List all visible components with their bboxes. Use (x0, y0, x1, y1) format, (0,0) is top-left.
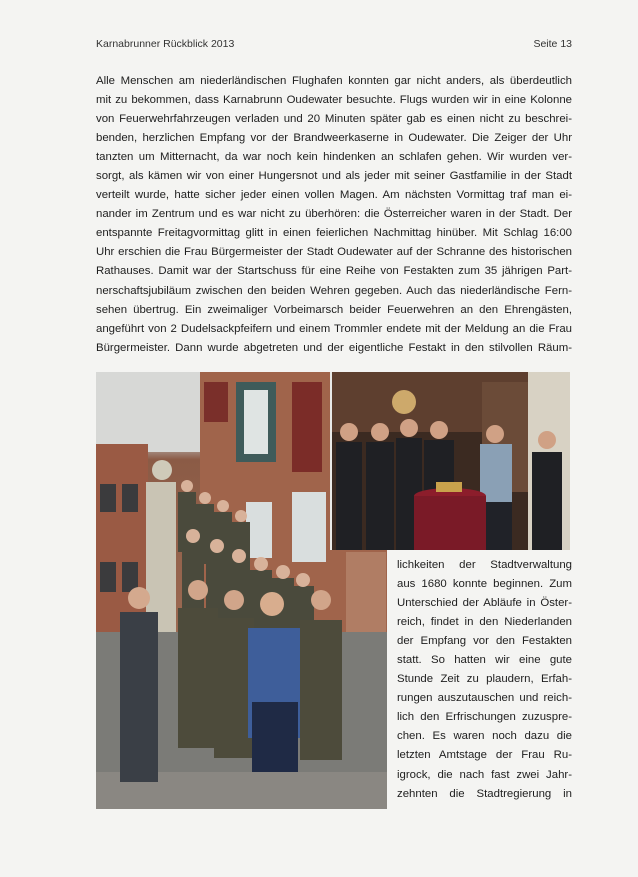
body-line: mit zu bekommen, dass Karnabrunn Oudewater besuchte. Flugs wurden wir in eine Kolonne (96, 94, 572, 107)
body-line: entspannte Freitagvormittag glitt in einen feierlichen Nachmittag hinüber. Mit Schlag 16:00 (96, 227, 572, 240)
body-line: Alle Menschen am niederländischen Flughafen konnten gar nicht anders, als überdeutlich (96, 75, 572, 87)
side-line: letzten Amtstage der Frau Ru- (397, 749, 572, 762)
body-line: nander im Zentrum und es war nicht zu überhören: die Österreicher waren in der Stadt. Der (96, 208, 572, 221)
side-line: chen. Es waren noch dazu die (397, 730, 572, 743)
body-line: tanzten um Mitternacht, da war noch kein hindenken an schlafen gehen. Wir wurden ver- (96, 151, 572, 164)
body-line: von Feuerwehrfahrzeugen verladen und 20 Minuten später gab es einen nicht zu beschrei- (96, 113, 572, 126)
body-line: nerschaftsjubiläum zwischen den beiden Wehren gegeben. Auch das niederländische Fern- (96, 284, 572, 297)
side-line: Stunde Zeit zu plaudern, Erfah- (397, 673, 572, 686)
body-line: Rathauses. Damit war der Startschuss für eine Reihe von Festakten zum 35 jährigen Part- (96, 265, 572, 278)
body-line: benden, herzlichen Empfang vor der Brandweerkaserne in Oudewater. Die Zeiger der Uhr (96, 132, 572, 145)
body-line: sehen übertrug. Ein zweimaliger Vorbeimarsch beider Feuerwehren an den Ehrengästen, (96, 303, 572, 316)
side-line: Unterschied der Abläufe in Öster- (397, 597, 572, 610)
side-line: statt. So hatten wir eine gute (397, 654, 572, 667)
body-line: verteilt wurde, hatte sicher jeder einen vollen Magen. Am nächsten Vormittag traf man ei- (96, 189, 572, 202)
side-line: igrock, die nach fast zwei Jahr- (397, 768, 572, 781)
side-line: aus 1680 konnte beginnen. Zum (397, 578, 572, 591)
side-line: reich, findet in den Niederlanden (397, 616, 572, 629)
side-line: lich den Erfrischungen zuzuspre- (397, 711, 572, 724)
body-line: angeführt von 2 Dudelsackpfeifern und einem Trommler endete mit der Meldung an die Frau (96, 322, 572, 335)
body-line: Bürgermeister. Dann wurde abgetreten und der eigentliche Festakt in den stilvollen Räum- (96, 341, 572, 354)
reception-photo (330, 372, 570, 550)
publication-title: Karnabrunner Rückblick 2013 (96, 38, 235, 50)
side-line: lichkeiten der Stadtverwaltung (397, 559, 572, 571)
side-line: rungen auszutauschen und reich- (397, 692, 572, 705)
body-line: sorgt, als kämen wir von einer Hungersnot und als jeder mit seiner Gastfamilie in der Stadt (96, 170, 572, 183)
article-side-column (397, 556, 572, 804)
side-line: der Empfang vor den Festakten (397, 635, 572, 648)
article-body (96, 72, 572, 358)
side-line: zehnten die Stadtregierung in (397, 787, 572, 800)
body-line: Uhr erschien die Frau Bürgermeister der Stadt Oudewater auf der Schranne des historischen (96, 246, 572, 259)
page-number: Seite 13 (533, 38, 572, 50)
